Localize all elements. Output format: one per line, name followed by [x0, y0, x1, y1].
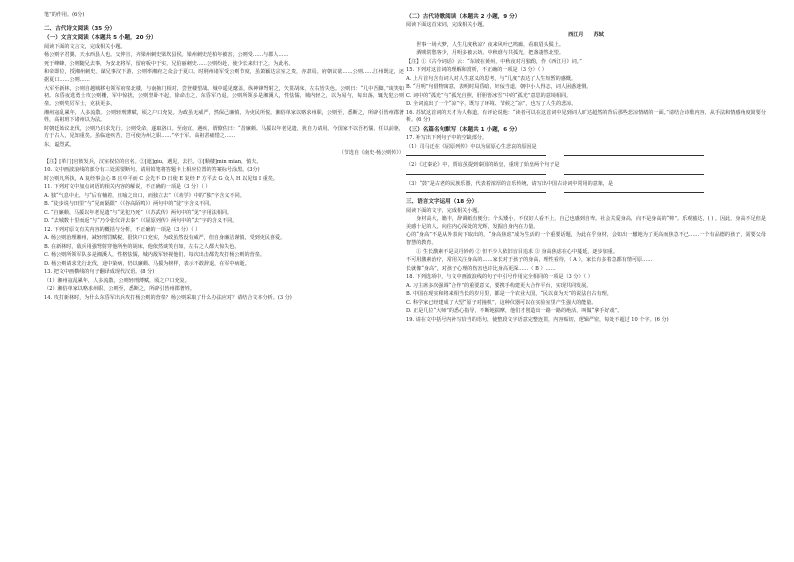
text-line: （2）湘俗单家以赂求州职，公则至，悉断之，所辟引皆州郡著姓。 [44, 286, 195, 293]
text-line: 笔”的作用。(6分) [44, 12, 85, 18]
text-line: C. 杨公则所领军队多是湘溪人，性格怯懦，城内敌军轻视他们，每次出击都先攻打杨公则的营垒。 [44, 252, 265, 259]
answer-blanks [406, 189, 766, 197]
text-line: （1）湘州寇乱累年，人多流散，公则轻刑薄赋，顷之户口充复。 [44, 277, 190, 284]
text-line: C. 科学家已经建成了大型“原子对撞机”，这种仪器可以在实验室里产生强大的能量。 [406, 299, 597, 306]
text-line: 东，谥烈武。 [44, 141, 75, 148]
poem-title: 西江月 苏轼 [568, 31, 604, 38]
text-line: 时公则凡所执，A 复经事会心 B 且中平而 C 会先不 D 日使 E 复经 F 方平去 G 众人 H 以见知 I 重矣。 [44, 175, 278, 182]
text-line: 13. 把文中画横线的句子翻译成现代汉语。(8 分) [44, 269, 155, 276]
text-line: 15. 下列对这首词的理解和赏析，不正确的一项是（3 分）（ ） [406, 67, 547, 74]
text-line: A. 独“气息中止，与“后有楠着，且喻之出口，而独立去”（《劝学》中的“独”字含义不同。 [44, 192, 245, 199]
text-line: 18. 下列选项中，与文中画波浪线的句子中引号作用完全相同的一项是（3 分）（ ） [406, 274, 593, 281]
text-line: ① 生长激素不是灵丹妙药 ② 但不少人依旧盲目追求 ③ 身高焦虑在心中蔓延，逐步加重。 [406, 248, 618, 255]
text-line: 湘州寇乱累年，人多流散。公则轻刑薄赋，顷之户口充复。为政虽无威严，然保己廉慎，为吏民所悦。湘俗单家以赂求州职，公则至，悉断之，所辟引皆州郡著姓，高祖班下诸州以为法。 [44, 109, 404, 124]
text-line: B. 在新林时，敌兵用强弩射穿他所坐的胡床，他依然谈笑自如，左右之人都大惊失色。 [44, 243, 240, 250]
text-line: 11. 下列对文中加点词语的相关内容的解说，不正确的一项是（3 分）（ ） [44, 184, 211, 191]
answer-blank[interactable] [564, 155, 704, 156]
text-line: 12. 下列对原文有关内容的概括与分析，不正确的一项是（3 分）（ ） [44, 226, 201, 233]
answer-blanks [406, 152, 766, 160]
left-column [44, 12, 404, 303]
section-heading: 二、古代诗文阅读（35 分） [44, 26, 116, 32]
right-column [406, 12, 766, 325]
answer-blank[interactable] [406, 174, 546, 175]
text-line: 杨公则字君翼，天水西县人也。父仲宣，齐梁州刺史梁坎县侯。梁州刺史范柏年被害，公则受……与郡人…… [44, 52, 289, 59]
answer-blank[interactable] [406, 192, 546, 193]
text-line: 时朝廷始议北伐，公则乃启求先行。公则受命，遂取洛口。至南宜，遇疾，谓僚佐曰：“昔廉颇、马援以年老见遗，犹自力请用。今国家不以吾朽懦，任以前驱，方于古人，见知重矣。虽临途疾苦，岂可使为州之职……”卒于军。高祖甚痛惜之…… [44, 125, 404, 140]
text-line: B. 中国在现实和将来相当长的岁月里，都是一个农业大国，“民以食为天”的说法自古有理。 [406, 291, 612, 298]
text-line: 17. 补写出下列句子中的空缺部分。 [406, 135, 488, 142]
section-heading: （三）名篇名句默写（本题共 1 小题，6 分） [406, 126, 521, 133]
text-line: 19. 请在文中括号内补写恰当的语句，使整段文字语意完整连贯，内容贴切，逻辑严密，每处不超过 10 个字。(6 分) [406, 316, 669, 323]
section-heading: （一）文言文阅读（本题共 5 小题，20 分） [44, 35, 157, 42]
text-line: B. “徒步说与田里”与“晃而隔限”（《谷高陌鸣》）两句中的“徒”字含义不同。 [44, 201, 215, 208]
text-line: 世事一场大梦，人生几度秋凉？夜来风叶已鸣廊，看取眉头鬓上。 [406, 41, 564, 48]
text-line: D. 全词流出了一个“凉”字，既写了环境、节候之“凉”，也写了人生的悲凉。 [406, 101, 577, 108]
text-line: 死于峰蜂，公则随兄去事，为安北将军，留府板中于实，兄伯丽刺史……公则纷赴，使少长来归于之，为此名。 [44, 60, 294, 67]
text-line: C. “自廉颇、马援以年老见遗”与“见犯乃死”（《苏武传》两句中的“见”字用法相同。 [44, 209, 233, 216]
section-heading: 三、语言文字运用（18 分） [406, 198, 478, 205]
text-line: A. 杨公则治理湘州，减轻刑罚赋税，很快户口充实，为政虽然没有威严，但自身廉洁谨慎，受到吏民喜爱。 [44, 235, 286, 242]
answer-blank[interactable] [406, 155, 546, 156]
text-line: 10. 文中画波浪线的部分有三处需要断句，请用铅笔将答题卡上相应位置的答案标号涂黑。(3分) [44, 167, 260, 174]
text-line: D. 杨公则请求先行北伐，途中染病，仍以廉颇、马援为榜样，表示不敢辞退，在军中病逝。 [44, 260, 250, 267]
section-heading: （二）古代诗歌阅读（本题共 2 小题，9 分） [406, 13, 521, 20]
text-line: （2）《过秦论》中，贾谊虽提到秦国的始皇，重现了始皇两个句子是 [406, 162, 560, 169]
answer-blank[interactable] [564, 174, 704, 175]
text-line: 阅读下面的文言文，完成相关小题。 [44, 43, 126, 50]
text-line: 和帝即位，授湘州刺史。谋兄事汉下游，公则率湘府之众会于夏口。时荆州诸军受公则节度，虽萧颖达宗室之贵，亦隶焉。府朝议欲……公则……江州既定，还据夏口……公则…… [44, 69, 404, 84]
text-line: 身材高大，籍丰，辞调纸有便分；个头矮小，不仅好人看不上，自己也感到自卑。社会关爱身高，向不是身高的“帅”。乐观豁达，( ) 。因此，身高不足但是美感十足的人，向往内心深处的光辉，发掘自身内在力量。 [406, 216, 766, 230]
text-line: 14. 攻打新林时，为什么东昏军出兵攻打杨公则的营垒？杨公则采取了什么办法应对？请结合文本分析。(3 分) [44, 294, 292, 301]
text-line: 阅读下面的文字，完成相关小题。 [406, 207, 483, 214]
text-line: D. “去城数十里而返”与“乃令张仪详去秦”（《屈原列传》两句中的“去”字的含义不同。 [44, 218, 238, 225]
text-line: （3）“鼓”是古老的民族乐器，代表着浓厚的音乐传统，请写出中国古诗词中常用的意象，是 [406, 180, 614, 187]
text-line: 【注】[革门]官彼发兵，汉室权位的官名。②[遮]giu，遇见，去拦。③[顺楼]min mian，慎夫。 [44, 158, 262, 165]
text-line: 大军至新林，公则自越城移屯领军府垒北楼，与南掖门相对，尝登楼望战。城中遥见麾盖，纵神锋弩射之，矢贯胡床，左右皆失色。公则曰：“几中吾脚。”谈笑如初。东昏夜选勇士攻公则栅，军中惊扰，公则坚卧不起，徐命击之，东昏军乃退。公则所领多是湘溪人，性怯懦，城内轻之，以为易与，每出荡，辄先犯公则垒。公则奖厉军士，克获更多。 [44, 85, 404, 108]
text-line: A. 上片首句含有词人对人生意义的思考，与“几度”表达了人生短暂的感慨。 [406, 75, 577, 82]
text-line: 不可用激素治疗，常用关注身高的……家长对于孩子的身高，理性看待，（ A ），家长有多着急都有情可原…… [406, 257, 653, 264]
text-line: 16. 苏轼这首词的天才为人称道，有评论说他：“读者可以在这首词中见到词人旷达超然的背后那些悲凉情绪的一面。”请结合诗歌内容，从手法和情感角度简要分析。(6 分) [406, 109, 766, 124]
source-note: （节选自《南史·杨公则传》） [338, 150, 404, 157]
spacer [44, 21, 404, 25]
answer-blank[interactable] [564, 192, 704, 193]
answer-blanks [406, 171, 766, 179]
text-line: 长就像“身高”，对孩子心理的伤害也许比身高更深……（ B ）…… [406, 265, 556, 272]
text-line: A. 习主席多次强调“合作”的重要意义，要携手构建更大合作平台，实现共同发展。 [406, 282, 592, 289]
text-line: 阅读下面这首宋词，完成相关小题。 [406, 22, 488, 29]
text-line: 心的“身高”不是从外表向下取出的，“身高焦虑”成为生活的一个重要话题，为此在乎身材，会如出一辙地为了更高而焦急不已……一个有品德的孩子，需要父母智慧的教育。 [406, 232, 766, 247]
text-line: 【注】①《古今词话》云：“东坡在黄州，中秋夜对月独酌，作《西江月》词。” [406, 58, 582, 65]
text-line: D. 正是几位“大师”的悉心指导，不断地揣摩，他们才创造出一路一路的绝活，叫做“拿手好戏”。 [406, 308, 623, 315]
text-line: B. “月明”句借物寓意，表明时局昏暗，奸佞当道，朝中小人得志，词人困惑迷惘。 [406, 84, 592, 91]
text-line: （1）司马迁在《屈原列传》中以为屈原心生悲哀的原因是 [406, 143, 537, 150]
text-line: 酒贱常愁客少，月明多被云妨。中秋谁与共孤光，把盏凄然北望。 [406, 50, 564, 57]
text-line: C. 词中的“孤光”与“孤光自照，肝胆皆冰雪”中的“孤光”意思的意境相同。 [406, 92, 572, 99]
